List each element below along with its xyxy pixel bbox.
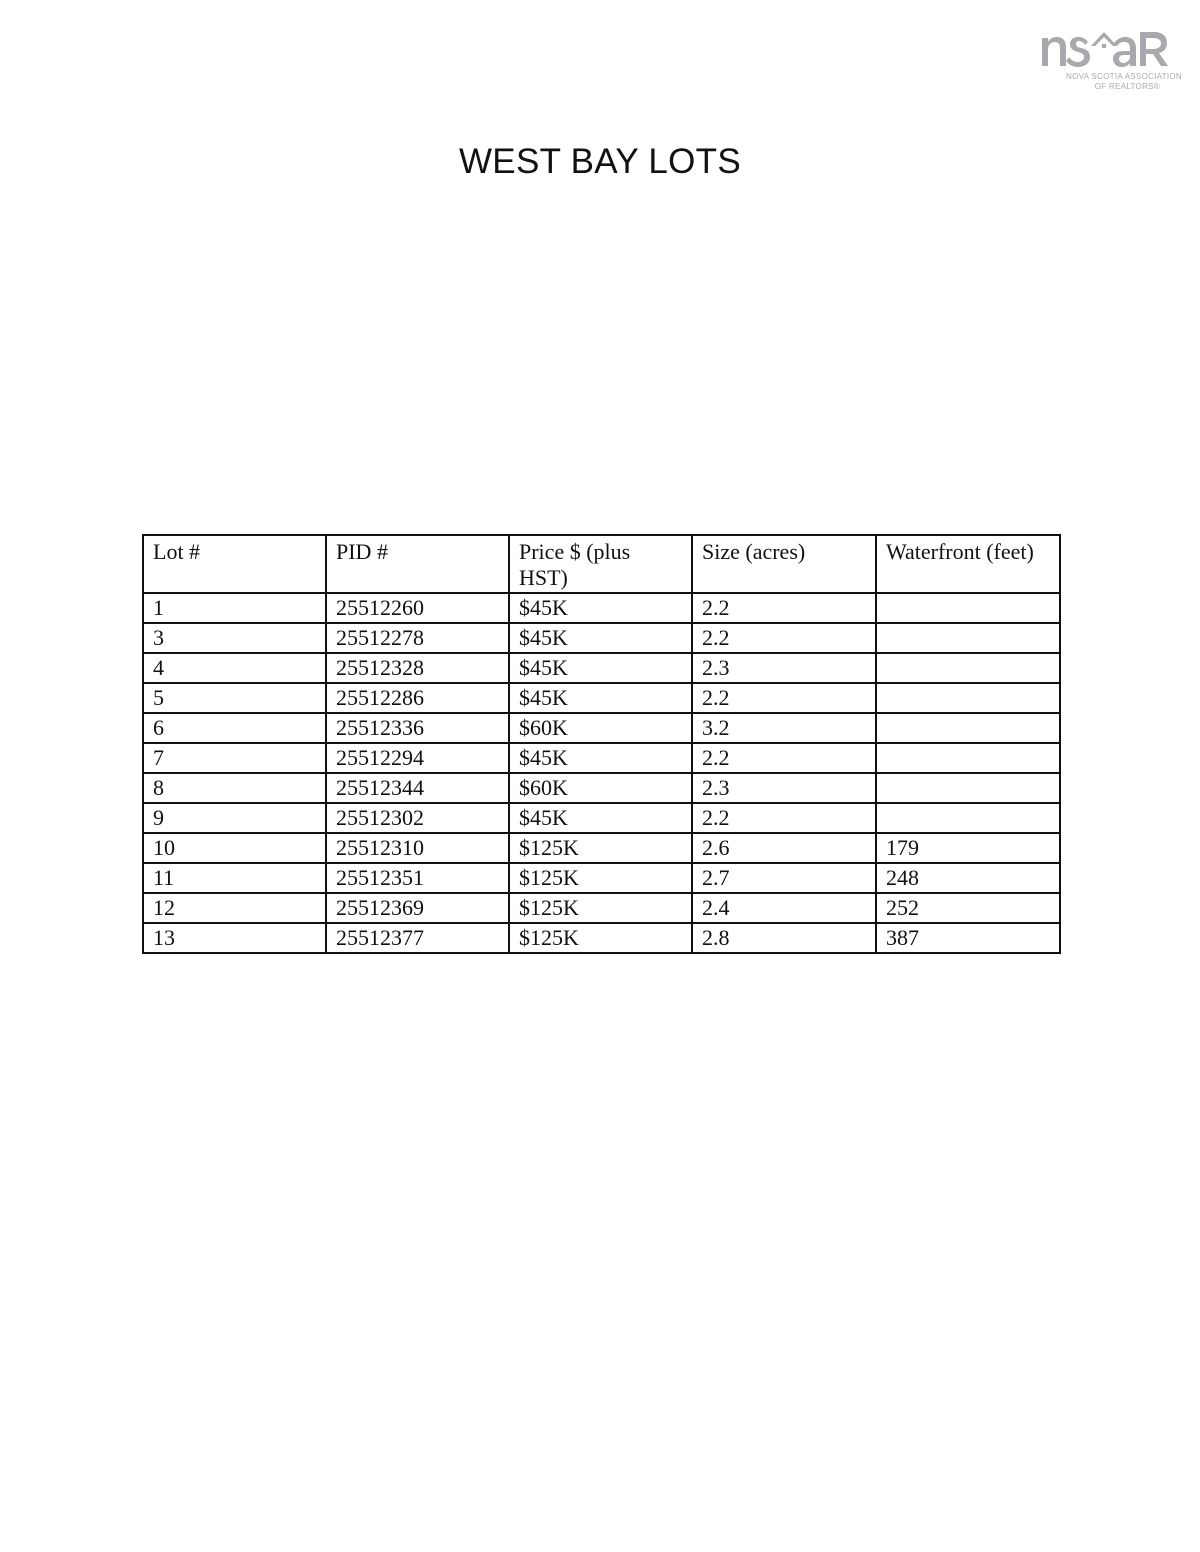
cell-pid: 25512278 xyxy=(326,623,509,653)
cell-lot: 6 xyxy=(143,713,326,743)
cell-price: $125K xyxy=(509,833,692,863)
cell-lot: 9 xyxy=(143,803,326,833)
cell-lot: 4 xyxy=(143,653,326,683)
cell-size: 2.8 xyxy=(692,923,876,953)
table-row xyxy=(143,803,1060,833)
cell-lot: 7 xyxy=(143,743,326,773)
table-row xyxy=(143,923,1060,953)
cell-waterfront: 387 xyxy=(876,923,1060,953)
cell-pid: 25512260 xyxy=(326,593,509,623)
table-header-row xyxy=(143,535,1060,593)
table-row xyxy=(143,623,1060,653)
cell-size: 2.2 xyxy=(692,623,876,653)
cell-lot: 1 xyxy=(143,593,326,623)
cell-lot: 5 xyxy=(143,683,326,713)
cell-size: 2.4 xyxy=(692,893,876,923)
cell-pid: 25512302 xyxy=(326,803,509,833)
table-row xyxy=(143,653,1060,683)
cell-pid: 25512286 xyxy=(326,683,509,713)
cell-pid: 25512351 xyxy=(326,863,509,893)
cell-price: $125K xyxy=(509,863,692,893)
cell-lot: 3 xyxy=(143,623,326,653)
cell-pid: 25512377 xyxy=(326,923,509,953)
table-row xyxy=(143,593,1060,623)
page-title: WEST BAY LOTS xyxy=(458,142,742,181)
cell-waterfront xyxy=(876,773,1060,803)
cell-pid: 25512328 xyxy=(326,653,509,683)
cell-size: 2.3 xyxy=(692,653,876,683)
cell-price: $60K xyxy=(509,713,692,743)
cell-pid: 25512369 xyxy=(326,893,509,923)
cell-waterfront: 252 xyxy=(876,893,1060,923)
cell-pid: 25512310 xyxy=(326,833,509,863)
header-price: Price $ (plus HST) xyxy=(509,535,692,593)
table-row xyxy=(143,833,1060,863)
nsar-logo xyxy=(1036,26,1186,98)
cell-waterfront xyxy=(876,683,1060,713)
cell-size: 2.7 xyxy=(692,863,876,893)
header-waterfront: Waterfront (feet) xyxy=(876,535,1060,593)
header-pid: PID # xyxy=(326,535,509,593)
header-size: Size (acres) xyxy=(692,535,876,593)
cell-waterfront xyxy=(876,623,1060,653)
cell-lot: 8 xyxy=(143,773,326,803)
cell-size: 3.2 xyxy=(692,713,876,743)
cell-price: $60K xyxy=(509,773,692,803)
cell-lot: 11 xyxy=(143,863,326,893)
cell-waterfront xyxy=(876,743,1060,773)
cell-size: 2.2 xyxy=(692,743,876,773)
table-row xyxy=(143,713,1060,743)
cell-size: 2.6 xyxy=(692,833,876,863)
cell-price: $45K xyxy=(509,653,692,683)
cell-pid: 25512294 xyxy=(326,743,509,773)
header-lot: Lot # xyxy=(143,535,326,593)
table-row xyxy=(143,773,1060,803)
cell-price: $45K xyxy=(509,683,692,713)
cell-pid: 25512336 xyxy=(326,713,509,743)
cell-waterfront xyxy=(876,593,1060,623)
cell-lot: 12 xyxy=(143,893,326,923)
cell-lot: 10 xyxy=(143,833,326,863)
cell-lot: 13 xyxy=(143,923,326,953)
cell-price: $125K xyxy=(509,893,692,923)
cell-waterfront xyxy=(876,803,1060,833)
cell-waterfront xyxy=(876,713,1060,743)
cell-price: $125K xyxy=(509,923,692,953)
cell-price: $45K xyxy=(509,593,692,623)
lots-table xyxy=(142,534,1061,954)
table-row xyxy=(143,743,1060,773)
cell-waterfront xyxy=(876,653,1060,683)
table-row xyxy=(143,893,1060,923)
cell-waterfront: 179 xyxy=(876,833,1060,863)
cell-price: $45K xyxy=(509,743,692,773)
table-row xyxy=(143,683,1060,713)
cell-size: 2.2 xyxy=(692,593,876,623)
cell-price: $45K xyxy=(509,623,692,653)
table-row xyxy=(143,863,1060,893)
cell-size: 2.2 xyxy=(692,683,876,713)
cell-pid: 25512344 xyxy=(326,773,509,803)
logo-line2: OF REALTORS® xyxy=(1094,82,1160,91)
cell-size: 2.2 xyxy=(692,803,876,833)
logo-line1: NOVA SCOTIA ASSOCIATION xyxy=(1066,72,1182,81)
cell-size: 2.3 xyxy=(692,773,876,803)
cell-waterfront: 248 xyxy=(876,863,1060,893)
cell-price: $45K xyxy=(509,803,692,833)
